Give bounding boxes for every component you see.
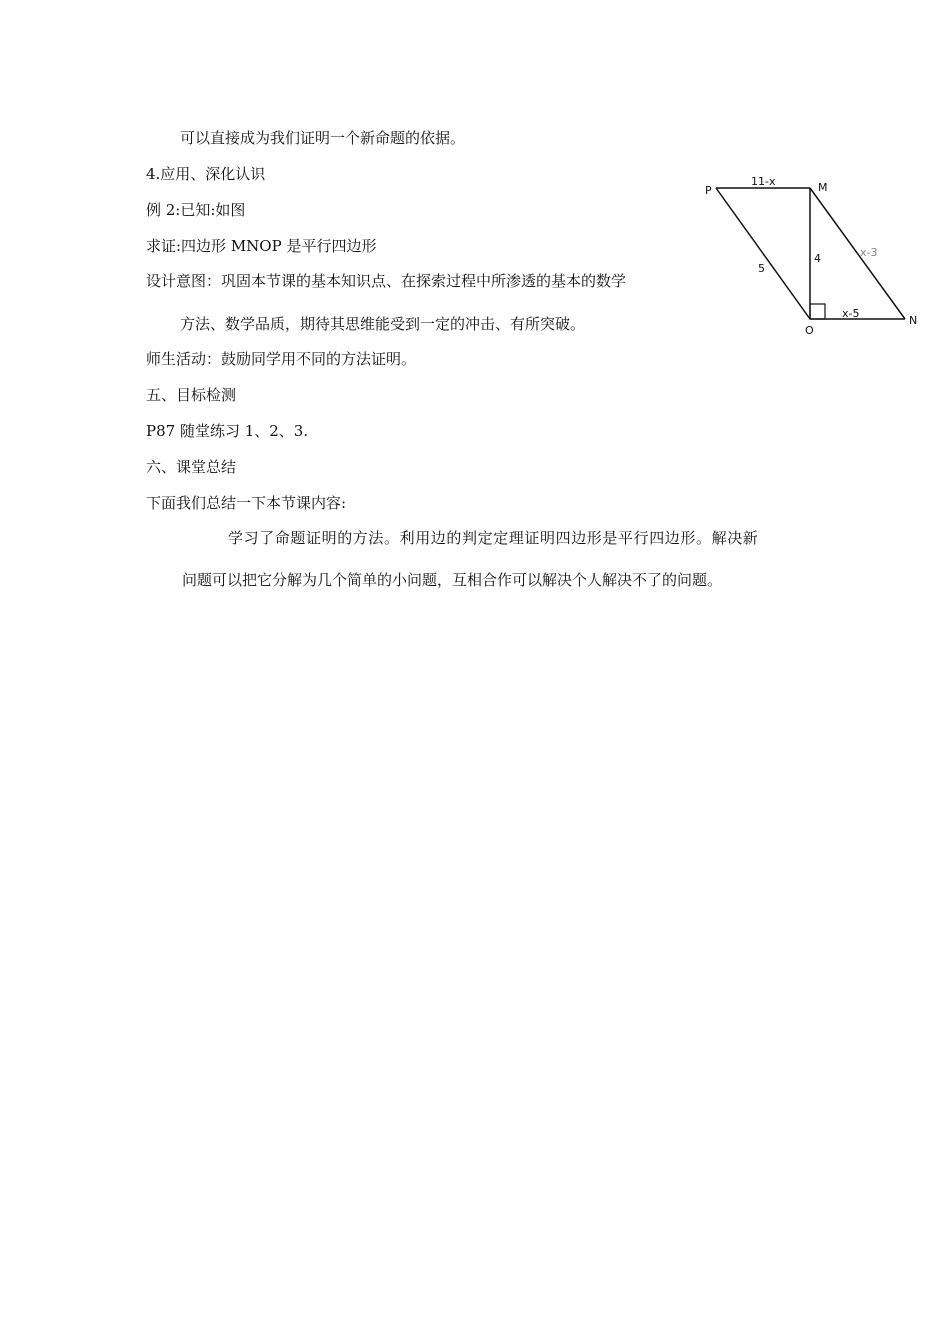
- practice-exercises: P87 随堂练习 1、2、3.: [146, 422, 309, 440]
- example-2-given: 例 2:已知:如图: [146, 201, 246, 219]
- label-pm: 11-x: [751, 175, 776, 188]
- point-m-label: M: [818, 181, 828, 194]
- summary-line-1: 学习了命题证明的方法。利用边的判定定理证明四边形是平行四边形。解决新: [228, 529, 759, 547]
- text-line-1: 可以直接成为我们证明一个新命题的依据。: [180, 129, 466, 147]
- point-p-label: P: [705, 184, 712, 197]
- parallelogram-figure: [700, 172, 925, 342]
- point-o-label: O: [805, 324, 814, 337]
- section-heading-5: 五、目标检测: [146, 386, 237, 404]
- label-po: 5: [758, 262, 765, 275]
- side-mn: [810, 188, 905, 319]
- label-mo: 4: [814, 252, 821, 265]
- design-intent-line-1: 设计意图：巩固本节课的基本知识点、在探索过程中所渗透的基本的数学: [146, 272, 627, 290]
- section-heading-4: 4.应用、深化认识: [146, 165, 266, 183]
- right-angle-mark: [810, 304, 825, 319]
- teacher-student-activity: 师生活动：鼓励同学用不同的方法证明。: [146, 350, 417, 368]
- side-po: [716, 188, 810, 319]
- section-heading-6: 六、课堂总结: [146, 458, 237, 476]
- summary-line-2: 问题可以把它分解为几个简单的小问题，互相合作可以解决个人解决不了的问题。: [182, 571, 723, 589]
- label-on: x-5: [842, 307, 860, 320]
- summary-intro: 下面我们总结一下本节课内容:: [146, 494, 347, 512]
- example-2-prove: 求证:四边形 MNOP 是平行四边形: [146, 237, 377, 255]
- label-mn: x-3: [860, 246, 878, 259]
- design-intent-line-2: 方法、数学品质，期待其思维能受到一定的冲击、有所突破。: [180, 315, 586, 333]
- point-n-label: N: [909, 314, 918, 327]
